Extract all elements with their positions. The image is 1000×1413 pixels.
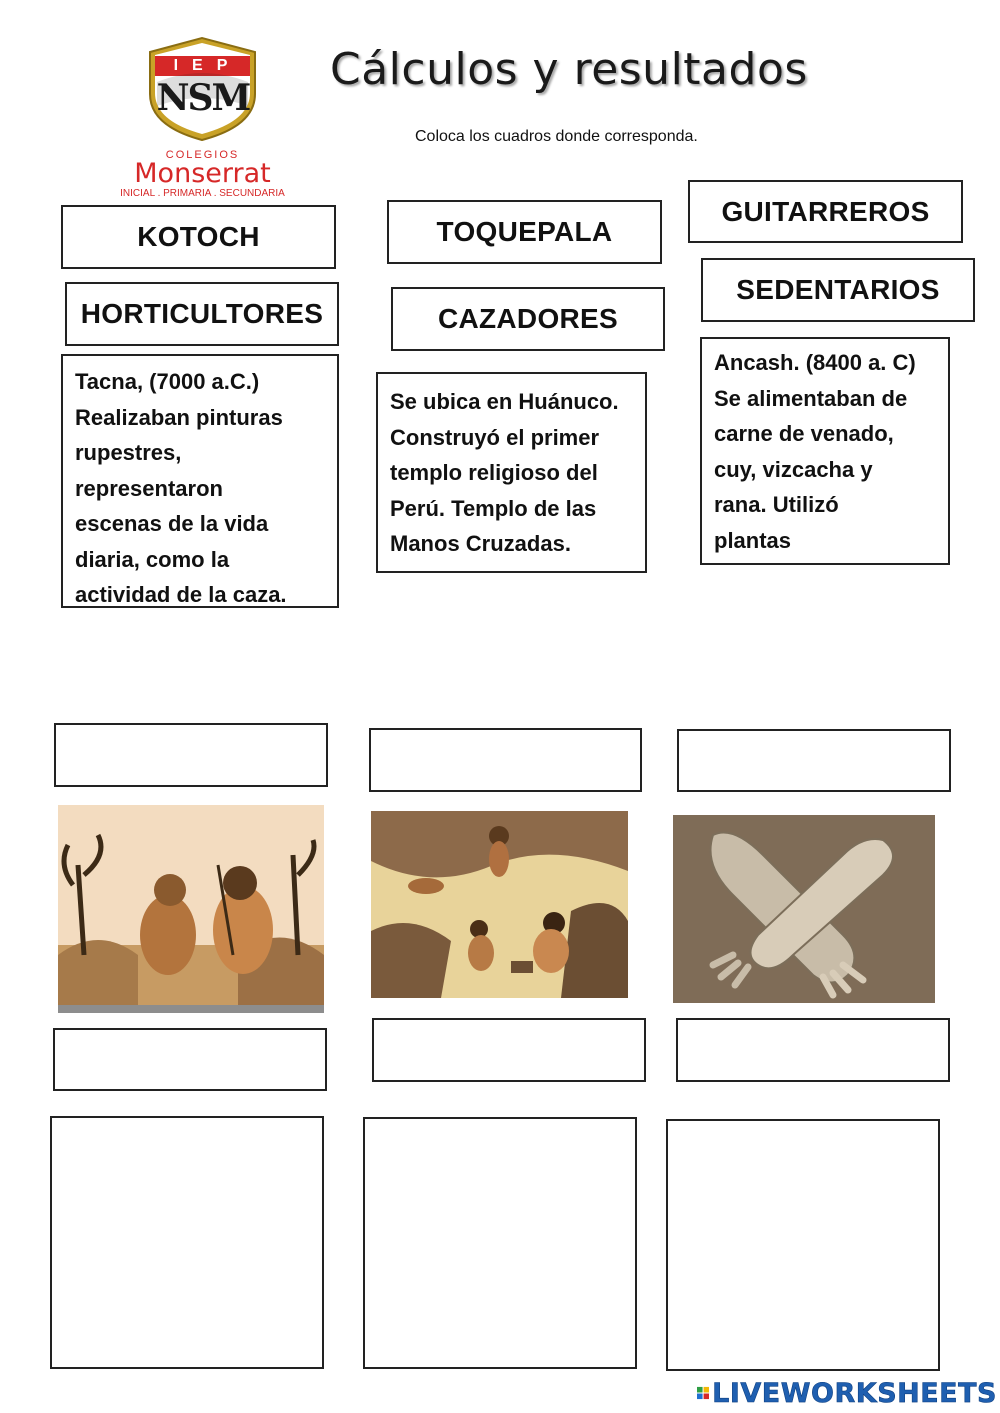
description-line: diaria, como la — [75, 546, 230, 572]
hunters-painting-image — [58, 805, 324, 1013]
drop-target-description-3[interactable] — [666, 1119, 940, 1371]
label-kotoch[interactable]: KOTOCH — [61, 205, 336, 269]
liveworksheets-brand: LIVEWORKSHEETS — [712, 1377, 997, 1409]
drop-target-site-3[interactable] — [677, 729, 951, 792]
description-line: Se alimentaban de — [714, 385, 908, 411]
description-line: Tacna, (7000 a.C.) — [75, 369, 260, 394]
description-line: rupestres, — [75, 440, 182, 465]
description-box-1[interactable] — [61, 354, 339, 608]
drop-target-label-1[interactable] — [53, 1028, 327, 1091]
description-line: Se ubica en Huánuco. — [390, 389, 619, 414]
logo-letters: IEP — [173, 57, 242, 74]
description-line: templo religioso del — [390, 460, 598, 485]
description-line: cuy, vizcacha y — [714, 456, 873, 482]
description-box-3[interactable] — [700, 337, 950, 565]
drop-target-site-2[interactable] — [369, 728, 642, 792]
description-line: actividad de la caza. — [75, 582, 287, 607]
description-line: escenas de la vida — [75, 511, 269, 536]
label-horticultores[interactable]: HORTICULTORES — [65, 282, 339, 346]
description-line: carne de venado, — [714, 421, 894, 446]
drop-target-site-1[interactable] — [54, 723, 328, 787]
crossed-hands-image — [673, 815, 935, 1003]
logo-levels: INICIAL . PRIMARIA . SECUNDARIA — [120, 188, 285, 199]
description-line: Construyó el primer — [390, 424, 600, 450]
label-guitarreros[interactable]: GUITARREROS — [688, 180, 963, 243]
description-line: Ancash. (8400 a. C) — [714, 350, 916, 375]
description-line: Manos Cruzadas. — [390, 531, 571, 556]
description-line: representaron — [75, 475, 223, 501]
logo-school-name: Monserrat — [134, 158, 271, 189]
page-title: Cálculos y resultados — [330, 44, 808, 95]
logo-monogram: NSM — [156, 77, 250, 119]
school-logo — [95, 34, 310, 202]
label-toquepala[interactable]: TOQUEPALA — [387, 200, 662, 264]
description-line: rana. Utilizó — [714, 492, 839, 517]
description-line: Perú. Templo de las — [390, 495, 597, 521]
label-cazadores[interactable]: CAZADORES — [391, 287, 665, 351]
liveworksheets-logo-icon — [697, 1381, 709, 1405]
logo-school-prefix: COLEGIOS — [165, 149, 240, 161]
liveworksheets-watermark — [697, 1376, 997, 1410]
instruction-text: Coloca los cuadros donde corresponda. — [415, 128, 698, 145]
drop-target-label-3[interactable] — [676, 1018, 950, 1082]
drop-target-description-1[interactable] — [50, 1116, 324, 1369]
description-line: Realizaban pinturas — [75, 404, 283, 430]
description-box-2[interactable] — [376, 372, 647, 573]
drop-target-label-2[interactable] — [372, 1018, 646, 1082]
village-scene-image — [371, 811, 628, 998]
label-sedentarios[interactable]: SEDENTARIOS — [701, 258, 975, 322]
description-line: plantas — [714, 527, 792, 553]
drop-target-description-2[interactable] — [363, 1117, 637, 1369]
